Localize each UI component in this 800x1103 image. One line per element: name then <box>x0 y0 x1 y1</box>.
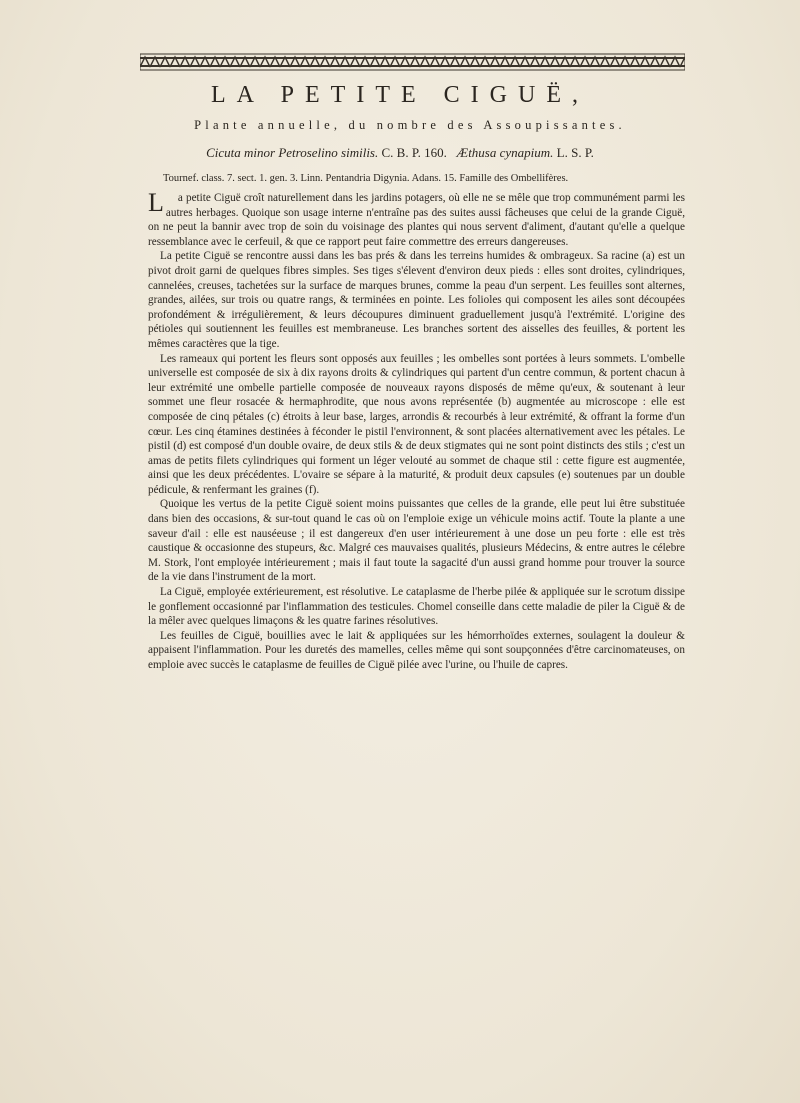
page-title: LA PETITE CIGUË, <box>211 82 589 108</box>
paragraph: Les feuilles de Ciguë, bouillies avec le lait & appliquées sur les hémorrhoïdes externes, soulagent la douleur & appaisent l'inflammation. Pour les duretés des mamelles, celles même qui sont soupçonnées d'être carcinomateuses, on emploie avec succès le cataplasme de feuilles de Ciguë pilée avec l'urine, ou l'huile de capres. <box>148 629 685 671</box>
paragraph: Quoique les vertus de la petite Ciguë soient moins puissantes que celles de la grande, elle peut lui être substituée dans bien des occasions, & sur-tout quand le cas où on l'emploie exige un véhicule moins actif. Toute la plante a une saveur d'ail : elle est nauséeuse ; il est dangereux d'en user intérieurement à une dose un peu forte : elle est très caustique & occasionne des stupeurs, &c. Malgré ces mauvaises qualités, plusieurs Médecins, & entre autres le célebre M. Stork, l'ont employée intérieurement ; mais il faut toute la sagacité d'un aussi grand homme pour trouver la source de la vie dans l'instrument de la mort. <box>148 498 685 584</box>
latin-name-2: Æthusa cynapium. <box>456 145 554 160</box>
decorative-border-ornament <box>140 52 685 72</box>
paragraph: Les rameaux qui portent les fleurs sont opposés aux feuilles ; les ombelles sont portées à leurs sommets. L'ombelle universelle est composée de six à dix rayons droits & cylindriques qui partent d'un centre commun, & portent chacun à leur extrémité une ombelle partielle composée de nouveaux rayons disposés de même qu'eux, & soutenant à leur sommet une fleur rosacée & hermaphrodite, que nous avons représentée (b) augmentée au microscope : elle est composée de cinq pétales (c) étroits à leur base, larges, arrondis & recourbés à leur extrémité, & offrant la forme d'un cœur. Les cinq étamines destinées à féconder le pistil l'environnent, & sont placées alternativement avec les pétales. Le pistil (d) est composé d'un double ovaire, de deux stils & de deux stigmates qui ne sont point distincts des stils ; c'est un amas de petits filets cylindriques qui forment un léger velouté au sommet de chaque stil : cette figure est augmentée, ainsi que les deux précédentes. L'ovaire se sépare à la maturité, & produit deux capsules (e) soutenues par un double pédicule, & renfermant les graines (f). <box>148 352 685 496</box>
paragraph: L a petite Ciguë croît naturellement dans les jardins potagers, où elle ne se mêle que trop communément parmi les autres herbages. Quoique son usage interne n'entraîne pas des suites aussi fâcheuses que celui de la grande Ciguë, on ne peut la bannir avec trop de soin du voisinage des plantes qui nous servent d'aliment, d'autant qu'elle a quelque ressemblance avec le cerfeuil, & que ce rapport peut faire commettre des erreurs dangereuses. <box>148 191 685 249</box>
paragraph: La petite Ciguë se rencontre aussi dans les bas prés & dans les terreins humides & ombrageux. Sa racine (a) est un pivot droit garni de quelques fibres simples. Ses tiges s'élevent d'environ deux pieds : elles sont droites, cylindriques, cannelées, creuses, tachetées sur la surface de marques brunes, comme la peau d'un serpent. Les feuilles sont alternes, grandes, ailées, sur trois ou quatre rangs, & terminées en pointe. Les folioles qui composent les ailes sont découpées profondément & irrégulièrement, & leurs découpures diminuent graduellement jusqu'à l'extrémité. L'origine des pétioles qui soutiennent les feuilles est membraneuse. Les branches sortent des aisselles des feuilles, & portent les mêmes caractères que la tige. <box>148 250 685 350</box>
latin-reference: C. B. P. 160. <box>381 145 447 160</box>
page-subtitle: Plante annuelle, du nombre des Assoupissantes. <box>194 118 626 132</box>
latin-name: Cicuta minor Petroselino similis. <box>206 145 379 160</box>
classification-line: Tournef. class. 7. sect. 1. gen. 3. Linn. Pentandria Digynia. Adans. 15. Famille des Ombellifères. <box>163 173 569 184</box>
paragraph: La Ciguë, employée extérieurement, est résolutive. Le cataplasme de l'herbe pilée & appliquée sur le scrotum dissipe le gonflement occasionné par l'inflammation des testicules. Chomel conseille dans cette maladie de piler la Ciguë & de la mêler avec quelques limaçons & les quatre farines résolutives. <box>148 586 685 628</box>
latin-names <box>0 145 800 161</box>
latin-reference-2: L. S. P. <box>556 145 594 160</box>
body-text <box>148 188 685 673</box>
drop-cap: L <box>148 188 164 217</box>
